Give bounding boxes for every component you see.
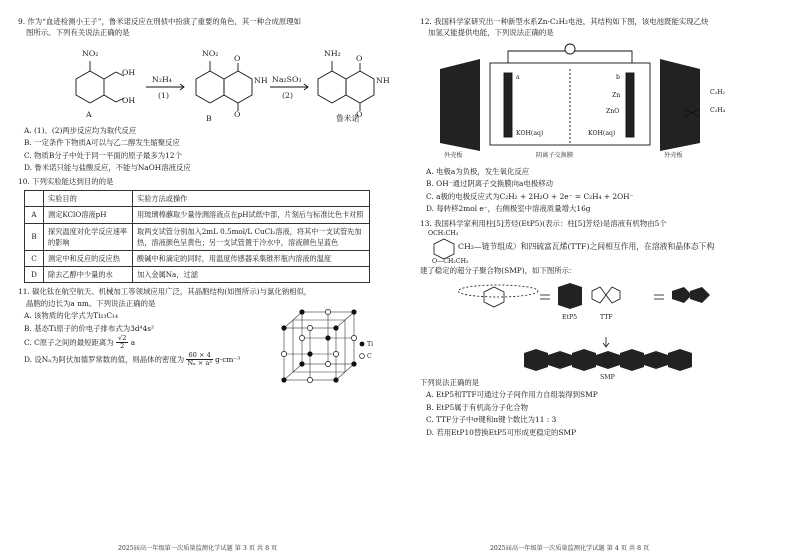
q11-option-b: B. 基态Ti原子的价电子排布式为3d⁴4s² bbox=[24, 323, 154, 333]
row-key: C bbox=[25, 250, 44, 266]
legend-c: C bbox=[367, 353, 372, 361]
q11-d-fraction bbox=[186, 352, 212, 368]
row-aim: 除去乙醇中少量的水 bbox=[44, 267, 133, 283]
header-key bbox=[25, 191, 44, 207]
q12-option-c: C. a极的电极反应式为C₂H₂ + 2H₂O + 2e⁻ = C₂H₄ + 2OH⁻ bbox=[426, 191, 634, 201]
q10-table bbox=[24, 190, 370, 283]
q9-option-c: C. 物质B分子中处于同一平面的原子最多为12个 bbox=[24, 150, 182, 160]
table-row bbox=[25, 267, 370, 283]
footer-page-4: 2025届高一年级第一次质量监测化学试题 第 4 页 共 8 页 bbox=[490, 545, 650, 553]
table-row bbox=[25, 223, 370, 250]
reagent-1: N₂H₄ bbox=[152, 74, 172, 84]
ring-a bbox=[76, 71, 104, 103]
q9-option-b: B. 一定条件下物质A可以与乙二醇发生缩聚反应 bbox=[24, 138, 180, 148]
label-ttf: TTF bbox=[600, 313, 613, 321]
label-a: A bbox=[86, 109, 92, 119]
header-method: 实验方法或操作 bbox=[133, 191, 370, 207]
frac-den: 2 bbox=[120, 342, 125, 351]
o-label-b1: O bbox=[234, 53, 241, 63]
q11-option-a: A. 该物质的化学式为Ti₁₃C₁₄ bbox=[24, 311, 118, 321]
label-koh-right: KOH(aq) bbox=[588, 129, 616, 137]
row-key: D bbox=[25, 267, 44, 283]
q11-stem-1: 11. 碳化钛在航空航天、机械加工等领域应用广泛，其晶胞结构(如图所示)与氯化钠相似， bbox=[18, 287, 312, 297]
q9-option-a: A. (1)、(2)两步反应均为取代反应 bbox=[24, 125, 137, 135]
q12-stem-2: 加氢又能提供电能，下列说法正确的是 bbox=[428, 28, 554, 38]
q11-c-tail: a bbox=[130, 337, 136, 347]
battery-svg bbox=[420, 39, 792, 165]
oh-label-1: OH bbox=[122, 67, 136, 77]
group-bot: O—CH₂CH₃ bbox=[432, 258, 469, 266]
table-row bbox=[25, 207, 370, 223]
nh-label-b: NH bbox=[254, 75, 268, 85]
ring-b bbox=[196, 71, 224, 103]
row-aim: 测定中和反应的反应热 bbox=[44, 250, 133, 266]
label-plate-right: 外壳板 bbox=[664, 151, 683, 159]
q12-option-a: A. 电极a为负极，发生氧化反应 bbox=[426, 166, 530, 176]
q13-prompt: 下列说法正确的是 bbox=[420, 377, 480, 387]
tic-crystal-cell bbox=[276, 308, 368, 386]
bulb-icon bbox=[565, 44, 575, 54]
shell-plate-right bbox=[660, 59, 700, 151]
label-smp: SMP bbox=[600, 373, 615, 381]
label-c2h2: C₂H₂ bbox=[710, 88, 726, 96]
group-top: OCH₂CH₃ bbox=[428, 230, 459, 238]
frac-num: √2 bbox=[118, 334, 127, 343]
q13-smp-figure bbox=[420, 277, 792, 381]
nh2-label: NH₂ bbox=[324, 48, 341, 58]
reagent-2: Na₂SO₃ bbox=[272, 74, 302, 84]
q13-stem-2: 建了稳定的超分子聚合物(SMP)，如下图所示： bbox=[420, 266, 577, 276]
q11-option-d-text: D. 设Nₐ为阿伏加德罗常数的值，则晶体的密度为 bbox=[24, 354, 185, 364]
q13-option-a: A. EtP5和TTF可通过分子间作用力自组装得到SMP bbox=[426, 390, 598, 400]
shell-plate-left bbox=[440, 59, 480, 151]
label-zn: Zn bbox=[612, 91, 621, 99]
oh-label-2: OH bbox=[122, 95, 136, 105]
q11-option-c-text: C. C原子之间的最短距离为 bbox=[24, 337, 114, 347]
table-header-row bbox=[25, 191, 370, 207]
legend-c-marker bbox=[360, 354, 365, 359]
q13-stem-1: 13. 我国科学家利用柱[5]芳烃(EtP5)(表示：柱[5]芳烃)是溶液有机物由5个 bbox=[420, 218, 667, 228]
q11-block bbox=[18, 286, 390, 367]
group-mid: CH₂—链节组成）和四硫富瓦烯(TTF)之间相互作用，在溶液和晶体态下构 bbox=[458, 242, 715, 252]
q12-stem-1: 12. 我国科学家研究出一种新型水系Zn-C₂H₂电池，其结构如下图，该电池既能实现乙炔 bbox=[420, 17, 709, 26]
label-electrode-a: a bbox=[516, 73, 520, 81]
label-plate-left: 外壳板 bbox=[444, 151, 463, 159]
label-electrode-b: b bbox=[616, 73, 620, 81]
legend-ti-marker bbox=[360, 342, 365, 347]
o-label-b2: O bbox=[234, 109, 241, 119]
label-c2h4: C₂H₄ bbox=[710, 106, 726, 114]
left-page bbox=[18, 16, 390, 367]
step-1: (1) bbox=[158, 90, 170, 100]
label-koh-left: KOH(aq) bbox=[516, 129, 544, 137]
label-luminol: 鲁米诺 bbox=[336, 113, 360, 123]
row-aim: 测定KClO溶液pH bbox=[44, 207, 133, 223]
q13-option-c: C. TTF分子中σ键和π键个数比为11 : 3 bbox=[426, 415, 557, 425]
ring-product bbox=[318, 71, 346, 103]
q13-option-d: D. 若用EtP10替换EtP5可形成更稳定的SMP bbox=[426, 427, 577, 437]
q12-option-b: B. OH⁻通过阴离子交换膜向a电极移动 bbox=[426, 179, 554, 189]
frac-num: 60 × 4 bbox=[188, 350, 211, 359]
q9-option-d: D. 鲁米诺只能与盐酸反应，不能与NaOH溶液反应 bbox=[24, 163, 191, 173]
no2-label-a: NO₂ bbox=[82, 48, 99, 58]
q12-option-d: D. 每转移2mol e⁻，右侧极室中溶液质量增大16g bbox=[426, 204, 591, 214]
label-zno: ZnO bbox=[606, 107, 620, 115]
q9-reaction-scheme bbox=[18, 41, 390, 123]
step-2: (2) bbox=[282, 90, 294, 100]
row-key: B bbox=[25, 223, 44, 250]
row-method: 加入金属Na，过滤 bbox=[133, 267, 370, 283]
q9-stem-1: 9. 作为“血迹检测小王子”，鲁米诺反应在刑侦中扮演了重要的角色，其一种合成原理如 bbox=[18, 17, 302, 26]
q11-c-fraction bbox=[116, 335, 128, 351]
row-aim: 探究温度对化学反应速率的影响 bbox=[44, 223, 133, 250]
row-method: 取两支试管分别加入2mL 0.5mol/L CuCl₂溶液，将其中一支试管先加热，溶液颜色呈黄色；另一支试管置于冷水中，溶液颜色呈蓝色 bbox=[133, 223, 370, 250]
nh-label-p: NH bbox=[376, 75, 390, 85]
row-method: 用玻璃棒蘸取少量待测溶液点在pH试纸中部，片刻后与标准比色卡对照 bbox=[133, 207, 370, 223]
smp-svg bbox=[420, 277, 792, 377]
label-membrane: 阴离子交换膜 bbox=[536, 151, 574, 159]
q11-stem-2: 晶胞的边长为a nm。下列说法正确的是 bbox=[26, 298, 156, 308]
o-label-p1: O bbox=[356, 53, 363, 63]
row-method: 酸碱中和滴定的同时，用温度传感器采集锥形瓶内溶液的温度 bbox=[133, 250, 370, 266]
row-key: A bbox=[25, 207, 44, 223]
label-b: B bbox=[206, 113, 212, 123]
table-row bbox=[25, 250, 370, 266]
q13-option-b: B. EtP5属于有机高分子化合物 bbox=[426, 402, 529, 412]
q9-stem-2: 图所示。下列有关说法正确的是 bbox=[26, 28, 130, 38]
right-page bbox=[420, 16, 792, 438]
q11-d-unit: g·cm⁻³ bbox=[215, 354, 241, 364]
footer-page-3: 2025届高一年级第一次质量监测化学试题 第 3 页 共 8 页 bbox=[118, 545, 278, 553]
legend-ti: Ti bbox=[367, 341, 374, 349]
q12-battery-diagram bbox=[420, 39, 792, 165]
frac-den: Nₐ × a³ bbox=[187, 358, 212, 367]
no2-label-b: NO₂ bbox=[202, 48, 219, 58]
header-aim: 实验目的 bbox=[44, 191, 133, 207]
label-etp5: EtP5 bbox=[562, 313, 578, 321]
q10-stem: 10. 下列实验能达到目的的是 bbox=[18, 176, 114, 186]
o-label-p2: O bbox=[356, 109, 363, 119]
q13-monomer bbox=[428, 229, 792, 265]
